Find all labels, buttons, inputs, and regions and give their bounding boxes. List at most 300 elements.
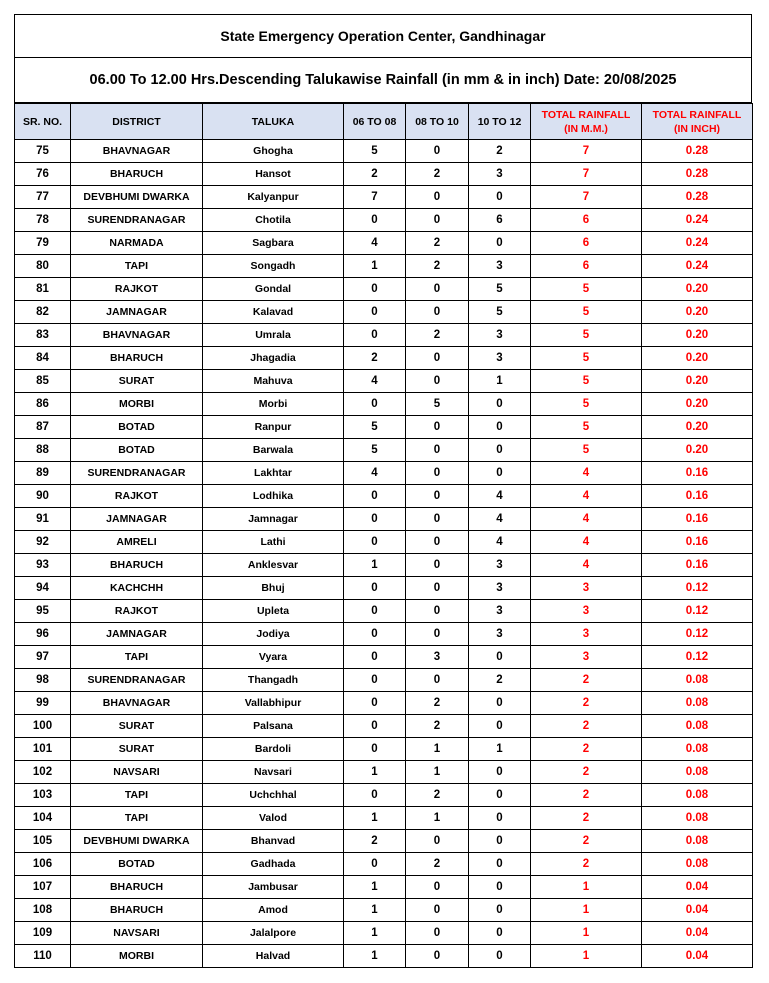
district-cell: BHAVNAGAR [71, 140, 203, 163]
table-row [15, 209, 753, 232]
total-inch-cell: 0.08 [642, 738, 753, 761]
taluka-cell: Jhagadia [203, 347, 344, 370]
total-inch-cell: 0.20 [642, 439, 753, 462]
district-cell: TAPI [71, 784, 203, 807]
taluka-cell: Morbi [203, 393, 344, 416]
rain-06-08-cell: 0 [344, 301, 406, 324]
district-cell: NAVSARI [71, 922, 203, 945]
total-mm-cell: 2 [531, 807, 642, 830]
total-mm-cell: 5 [531, 370, 642, 393]
district-cell: DEVBHUMI DWARKA [71, 186, 203, 209]
rain-10-12-cell: 3 [469, 623, 531, 646]
table-row [15, 163, 753, 186]
district-cell: NARMADA [71, 232, 203, 255]
col-header-total-mm-line1: TOTAL RAINFALL [541, 108, 631, 121]
taluka-cell: Lakhtar [203, 462, 344, 485]
sr-no-cell: 95 [15, 600, 71, 623]
total-mm-cell: 4 [531, 531, 642, 554]
rain-10-12-cell: 5 [469, 278, 531, 301]
rain-06-08-cell: 4 [344, 370, 406, 393]
total-mm-cell: 2 [531, 761, 642, 784]
district-cell: MORBI [71, 945, 203, 968]
rain-08-10-cell: 0 [406, 945, 469, 968]
rainfall-report [14, 14, 752, 968]
rain-08-10-cell: 2 [406, 853, 469, 876]
sr-no-cell: 110 [15, 945, 71, 968]
sr-no-cell: 93 [15, 554, 71, 577]
total-mm-cell: 5 [531, 301, 642, 324]
sr-no-cell: 87 [15, 416, 71, 439]
table-row [15, 577, 753, 600]
taluka-cell: Hansot [203, 163, 344, 186]
rain-10-12-cell: 0 [469, 807, 531, 830]
rain-06-08-cell: 0 [344, 600, 406, 623]
taluka-cell: Kalavad [203, 301, 344, 324]
taluka-cell: Navsari [203, 761, 344, 784]
table-row [15, 646, 753, 669]
total-inch-cell: 0.16 [642, 485, 753, 508]
rain-06-08-cell: 0 [344, 209, 406, 232]
rain-10-12-cell: 0 [469, 761, 531, 784]
total-mm-cell: 7 [531, 163, 642, 186]
district-cell: BHAVNAGAR [71, 692, 203, 715]
taluka-cell: Thangadh [203, 669, 344, 692]
taluka-cell: Jamnagar [203, 508, 344, 531]
rain-08-10-cell: 2 [406, 232, 469, 255]
table-body [15, 140, 753, 968]
district-cell: SURAT [71, 370, 203, 393]
sr-no-cell: 85 [15, 370, 71, 393]
total-inch-cell: 0.20 [642, 370, 753, 393]
total-inch-cell: 0.24 [642, 255, 753, 278]
total-inch-cell: 0.04 [642, 876, 753, 899]
rain-08-10-cell: 0 [406, 416, 469, 439]
table-row [15, 623, 753, 646]
taluka-cell: Lathi [203, 531, 344, 554]
sr-no-cell: 75 [15, 140, 71, 163]
table-row [15, 784, 753, 807]
table-row [15, 945, 753, 968]
col-header-taluka: TALUKA [203, 104, 344, 140]
district-cell: TAPI [71, 255, 203, 278]
rain-06-08-cell: 2 [344, 347, 406, 370]
table-row [15, 255, 753, 278]
taluka-cell: Kalyanpur [203, 186, 344, 209]
total-inch-cell: 0.28 [642, 163, 753, 186]
table-row [15, 807, 753, 830]
rain-08-10-cell: 0 [406, 899, 469, 922]
rain-06-08-cell: 0 [344, 623, 406, 646]
district-cell: BHARUCH [71, 876, 203, 899]
rain-10-12-cell: 0 [469, 853, 531, 876]
table-row [15, 324, 753, 347]
total-mm-cell: 5 [531, 347, 642, 370]
taluka-cell: Ranpur [203, 416, 344, 439]
col-header-district: DISTRICT [71, 104, 203, 140]
district-cell: KACHCHH [71, 577, 203, 600]
total-mm-cell: 2 [531, 853, 642, 876]
sr-no-cell: 105 [15, 830, 71, 853]
rain-06-08-cell: 0 [344, 393, 406, 416]
taluka-cell: Bhuj [203, 577, 344, 600]
rain-08-10-cell: 0 [406, 922, 469, 945]
table-row [15, 140, 753, 163]
rain-08-10-cell: 0 [406, 347, 469, 370]
total-inch-cell: 0.08 [642, 715, 753, 738]
sr-no-cell: 91 [15, 508, 71, 531]
total-mm-cell: 3 [531, 646, 642, 669]
sr-no-cell: 98 [15, 669, 71, 692]
sr-no-cell: 99 [15, 692, 71, 715]
district-cell: RAJKOT [71, 278, 203, 301]
rain-10-12-cell: 0 [469, 232, 531, 255]
table-row [15, 669, 753, 692]
district-cell: MORBI [71, 393, 203, 416]
total-mm-cell: 5 [531, 393, 642, 416]
total-inch-cell: 0.20 [642, 347, 753, 370]
total-mm-cell: 5 [531, 416, 642, 439]
sr-no-cell: 103 [15, 784, 71, 807]
rain-06-08-cell: 0 [344, 508, 406, 531]
table-row [15, 508, 753, 531]
total-mm-cell: 1 [531, 876, 642, 899]
table-row [15, 370, 753, 393]
rain-10-12-cell: 2 [469, 140, 531, 163]
sr-no-cell: 100 [15, 715, 71, 738]
rain-10-12-cell: 0 [469, 393, 531, 416]
rain-08-10-cell: 2 [406, 324, 469, 347]
sr-no-cell: 106 [15, 853, 71, 876]
rain-10-12-cell: 4 [469, 485, 531, 508]
col-header-total-inch-line2: (IN INCH) [673, 122, 721, 135]
rain-06-08-cell: 0 [344, 278, 406, 301]
table-row [15, 853, 753, 876]
sr-no-cell: 82 [15, 301, 71, 324]
rain-10-12-cell: 0 [469, 692, 531, 715]
table-row [15, 186, 753, 209]
district-cell: JAMNAGAR [71, 301, 203, 324]
total-inch-cell: 0.12 [642, 646, 753, 669]
table-row [15, 830, 753, 853]
sr-no-cell: 90 [15, 485, 71, 508]
rain-06-08-cell: 1 [344, 255, 406, 278]
taluka-cell: Anklesvar [203, 554, 344, 577]
table-row [15, 301, 753, 324]
district-cell: DEVBHUMI DWARKA [71, 830, 203, 853]
sr-no-cell: 101 [15, 738, 71, 761]
rain-10-12-cell: 3 [469, 600, 531, 623]
taluka-cell: Jambusar [203, 876, 344, 899]
rain-10-12-cell: 6 [469, 209, 531, 232]
taluka-cell: Gondal [203, 278, 344, 301]
taluka-cell: Ghogha [203, 140, 344, 163]
district-cell: TAPI [71, 646, 203, 669]
rain-10-12-cell: 0 [469, 922, 531, 945]
taluka-cell: Sagbara [203, 232, 344, 255]
table-row [15, 531, 753, 554]
total-mm-cell: 2 [531, 715, 642, 738]
rain-08-10-cell: 0 [406, 531, 469, 554]
col-header-total-mm [531, 104, 642, 140]
rain-06-08-cell: 0 [344, 669, 406, 692]
district-cell: BHARUCH [71, 347, 203, 370]
total-mm-cell: 2 [531, 738, 642, 761]
total-inch-cell: 0.24 [642, 209, 753, 232]
district-cell: TAPI [71, 807, 203, 830]
rain-08-10-cell: 2 [406, 784, 469, 807]
col-header-sr-no: SR. NO. [15, 104, 71, 140]
rain-06-08-cell: 7 [344, 186, 406, 209]
rain-10-12-cell: 0 [469, 646, 531, 669]
total-inch-cell: 0.28 [642, 140, 753, 163]
sr-no-cell: 92 [15, 531, 71, 554]
total-mm-cell: 1 [531, 945, 642, 968]
rain-08-10-cell: 2 [406, 692, 469, 715]
total-inch-cell: 0.08 [642, 784, 753, 807]
total-mm-cell: 2 [531, 784, 642, 807]
total-mm-cell: 4 [531, 485, 642, 508]
col-header-06-to-08: 06 TO 08 [344, 104, 406, 140]
district-cell: JAMNAGAR [71, 508, 203, 531]
total-inch-cell: 0.16 [642, 531, 753, 554]
district-cell: RAJKOT [71, 600, 203, 623]
rain-06-08-cell: 5 [344, 439, 406, 462]
taluka-cell: Uchchhal [203, 784, 344, 807]
rain-08-10-cell: 0 [406, 876, 469, 899]
rain-08-10-cell: 0 [406, 186, 469, 209]
rain-06-08-cell: 0 [344, 853, 406, 876]
sr-no-cell: 104 [15, 807, 71, 830]
taluka-cell: Songadh [203, 255, 344, 278]
total-inch-cell: 0.16 [642, 508, 753, 531]
sr-no-cell: 108 [15, 899, 71, 922]
taluka-cell: Gadhada [203, 853, 344, 876]
district-cell: RAJKOT [71, 485, 203, 508]
rain-06-08-cell: 0 [344, 715, 406, 738]
total-inch-cell: 0.20 [642, 393, 753, 416]
rain-08-10-cell: 1 [406, 807, 469, 830]
rain-06-08-cell: 1 [344, 807, 406, 830]
rain-08-10-cell: 0 [406, 140, 469, 163]
sr-no-cell: 79 [15, 232, 71, 255]
district-cell: NAVSARI [71, 761, 203, 784]
rain-08-10-cell: 0 [406, 370, 469, 393]
sr-no-cell: 86 [15, 393, 71, 416]
sr-no-cell: 97 [15, 646, 71, 669]
sr-no-cell: 102 [15, 761, 71, 784]
district-cell: BHARUCH [71, 554, 203, 577]
total-inch-cell: 0.08 [642, 761, 753, 784]
table-row [15, 416, 753, 439]
rain-08-10-cell: 0 [406, 301, 469, 324]
total-mm-cell: 4 [531, 508, 642, 531]
sr-no-cell: 83 [15, 324, 71, 347]
rain-06-08-cell: 1 [344, 554, 406, 577]
district-cell: BHARUCH [71, 899, 203, 922]
district-cell: BOTAD [71, 853, 203, 876]
taluka-cell: Barwala [203, 439, 344, 462]
taluka-cell: Amod [203, 899, 344, 922]
taluka-cell: Mahuva [203, 370, 344, 393]
total-inch-cell: 0.04 [642, 899, 753, 922]
total-mm-cell: 7 [531, 186, 642, 209]
rain-06-08-cell: 5 [344, 416, 406, 439]
rain-10-12-cell: 5 [469, 301, 531, 324]
district-cell: BHARUCH [71, 163, 203, 186]
rain-06-08-cell: 0 [344, 738, 406, 761]
taluka-cell: Upleta [203, 600, 344, 623]
rain-10-12-cell: 0 [469, 462, 531, 485]
total-mm-cell: 1 [531, 922, 642, 945]
total-mm-cell: 1 [531, 899, 642, 922]
rain-06-08-cell: 4 [344, 462, 406, 485]
taluka-cell: Chotila [203, 209, 344, 232]
district-cell: SURENDRANAGAR [71, 209, 203, 232]
taluka-cell: Valod [203, 807, 344, 830]
rain-10-12-cell: 3 [469, 577, 531, 600]
taluka-cell: Palsana [203, 715, 344, 738]
rain-10-12-cell: 0 [469, 784, 531, 807]
taluka-cell: Jalalpore [203, 922, 344, 945]
taluka-cell: Jodiya [203, 623, 344, 646]
district-cell: SURAT [71, 715, 203, 738]
rain-08-10-cell: 0 [406, 508, 469, 531]
table-row [15, 278, 753, 301]
rain-06-08-cell: 0 [344, 577, 406, 600]
sr-no-cell: 76 [15, 163, 71, 186]
district-cell: SURENDRANAGAR [71, 462, 203, 485]
rain-08-10-cell: 0 [406, 462, 469, 485]
rain-10-12-cell: 1 [469, 370, 531, 393]
table-row [15, 738, 753, 761]
total-inch-cell: 0.08 [642, 692, 753, 715]
total-mm-cell: 2 [531, 830, 642, 853]
district-cell: JAMNAGAR [71, 623, 203, 646]
total-inch-cell: 0.08 [642, 830, 753, 853]
total-mm-cell: 5 [531, 278, 642, 301]
rain-08-10-cell: 3 [406, 646, 469, 669]
sr-no-cell: 81 [15, 278, 71, 301]
taluka-cell: Bardoli [203, 738, 344, 761]
total-mm-cell: 4 [531, 462, 642, 485]
total-inch-cell: 0.24 [642, 232, 753, 255]
report-subtitle: 06.00 To 12.00 Hrs.Descending Talukawise Rainfall (in mm & in inch) Date: 20/08/2025 [14, 58, 752, 103]
rain-10-12-cell: 0 [469, 876, 531, 899]
district-cell: AMRELI [71, 531, 203, 554]
rain-08-10-cell: 2 [406, 255, 469, 278]
taluka-cell: Halvad [203, 945, 344, 968]
table-row [15, 232, 753, 255]
rain-08-10-cell: 0 [406, 485, 469, 508]
rain-10-12-cell: 3 [469, 163, 531, 186]
rain-10-12-cell: 3 [469, 347, 531, 370]
total-mm-cell: 3 [531, 623, 642, 646]
total-mm-cell: 2 [531, 692, 642, 715]
col-header-total-inch-line1: TOTAL RAINFALL [652, 108, 742, 121]
rain-08-10-cell: 0 [406, 209, 469, 232]
rain-08-10-cell: 2 [406, 163, 469, 186]
rain-10-12-cell: 3 [469, 255, 531, 278]
sr-no-cell: 78 [15, 209, 71, 232]
rain-10-12-cell: 0 [469, 945, 531, 968]
rain-06-08-cell: 2 [344, 830, 406, 853]
rain-06-08-cell: 1 [344, 922, 406, 945]
rain-06-08-cell: 0 [344, 324, 406, 347]
total-inch-cell: 0.12 [642, 577, 753, 600]
total-inch-cell: 0.16 [642, 554, 753, 577]
sr-no-cell: 77 [15, 186, 71, 209]
total-mm-cell: 3 [531, 577, 642, 600]
rain-08-10-cell: 1 [406, 761, 469, 784]
rain-06-08-cell: 2 [344, 163, 406, 186]
rain-10-12-cell: 1 [469, 738, 531, 761]
table-row [15, 485, 753, 508]
rainfall-table [14, 103, 753, 968]
rain-08-10-cell: 2 [406, 715, 469, 738]
rain-06-08-cell: 5 [344, 140, 406, 163]
sr-no-cell: 109 [15, 922, 71, 945]
rain-10-12-cell: 2 [469, 669, 531, 692]
sr-no-cell: 94 [15, 577, 71, 600]
rain-06-08-cell: 1 [344, 899, 406, 922]
col-header-10-to-12: 10 TO 12 [469, 104, 531, 140]
sr-no-cell: 89 [15, 462, 71, 485]
table-row [15, 554, 753, 577]
total-inch-cell: 0.28 [642, 186, 753, 209]
table-row [15, 922, 753, 945]
rain-06-08-cell: 1 [344, 876, 406, 899]
rain-10-12-cell: 0 [469, 439, 531, 462]
taluka-cell: Vallabhipur [203, 692, 344, 715]
total-inch-cell: 0.20 [642, 324, 753, 347]
total-inch-cell: 0.20 [642, 301, 753, 324]
rain-10-12-cell: 4 [469, 508, 531, 531]
total-mm-cell: 3 [531, 600, 642, 623]
total-inch-cell: 0.08 [642, 807, 753, 830]
rain-08-10-cell: 0 [406, 554, 469, 577]
rain-06-08-cell: 0 [344, 531, 406, 554]
table-row [15, 692, 753, 715]
district-cell: SURAT [71, 738, 203, 761]
rain-10-12-cell: 0 [469, 715, 531, 738]
rain-10-12-cell: 3 [469, 554, 531, 577]
table-row [15, 462, 753, 485]
col-header-total-inch [642, 104, 753, 140]
col-header-total-mm-line2: (IN M.M.) [564, 122, 608, 135]
rain-08-10-cell: 0 [406, 577, 469, 600]
table-row [15, 876, 753, 899]
district-cell: BHAVNAGAR [71, 324, 203, 347]
rain-06-08-cell: 4 [344, 232, 406, 255]
sr-no-cell: 107 [15, 876, 71, 899]
col-header-08-to-10: 08 TO 10 [406, 104, 469, 140]
total-inch-cell: 0.12 [642, 600, 753, 623]
rain-08-10-cell: 0 [406, 623, 469, 646]
rain-10-12-cell: 0 [469, 416, 531, 439]
taluka-cell: Bhanvad [203, 830, 344, 853]
total-inch-cell: 0.04 [642, 922, 753, 945]
rain-10-12-cell: 4 [469, 531, 531, 554]
rain-08-10-cell: 1 [406, 738, 469, 761]
total-inch-cell: 0.20 [642, 278, 753, 301]
table-row [15, 439, 753, 462]
sr-no-cell: 96 [15, 623, 71, 646]
total-mm-cell: 5 [531, 439, 642, 462]
sr-no-cell: 88 [15, 439, 71, 462]
rain-08-10-cell: 0 [406, 600, 469, 623]
sr-no-cell: 84 [15, 347, 71, 370]
total-mm-cell: 5 [531, 324, 642, 347]
